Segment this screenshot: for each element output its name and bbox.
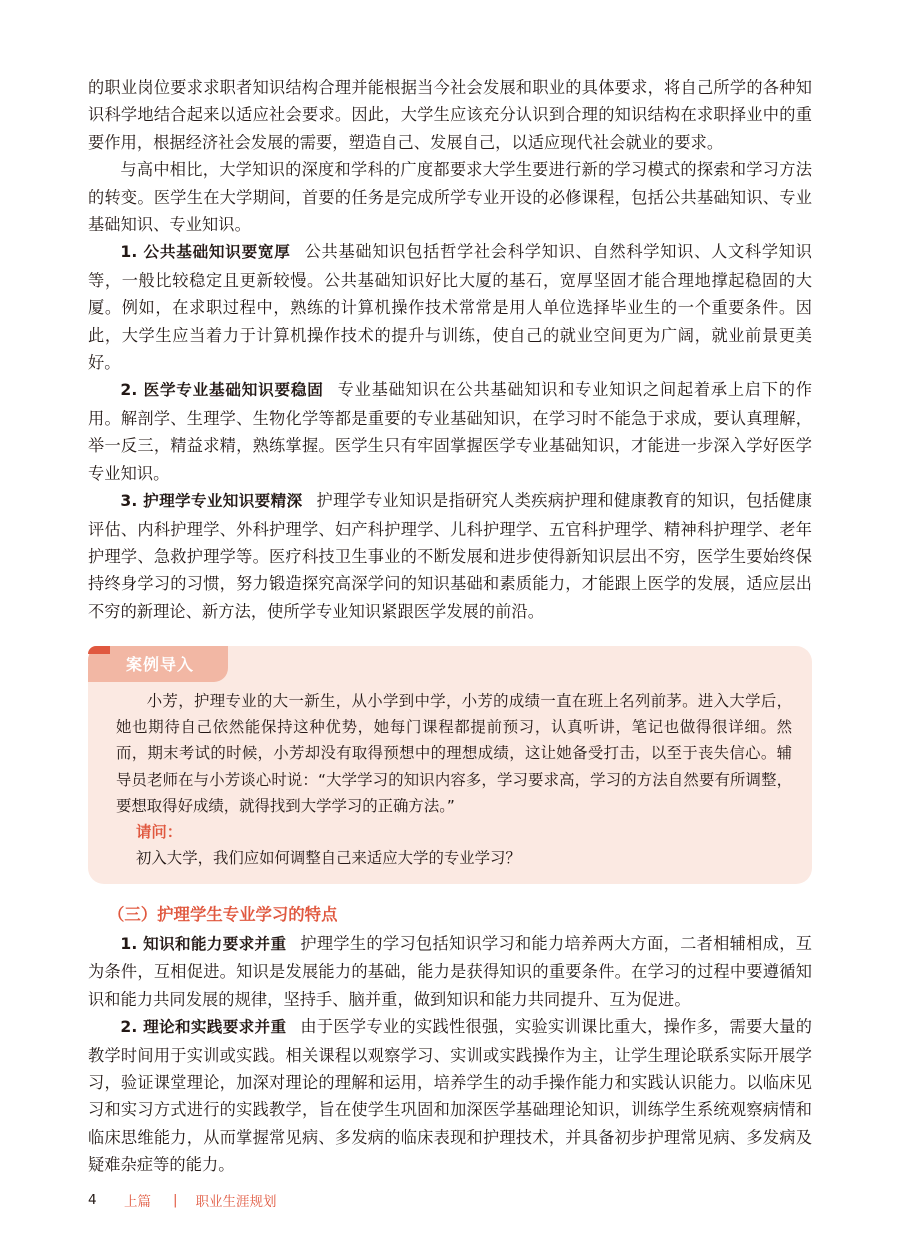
nursing-knowledge-paragraph [88,487,812,625]
public-knowledge-text: 公共基础知识包括哲学社会科学知识、自然科学知识、人文科学知识等，一般比较稳定且更新较慢。公共基础知识好比大厦的基石，宽厚坚固才能合理地撑起稳固的大厦。例如，在求职过程中，熟练的计算机操作技术常常是用人单位选择毕业生的一个重要条件。因此，大学生应当着力于计算机操作技术的提升与训练，使自己的就业空间更为广阔，就业前景更美好。 [88,242,812,373]
top-text-block [88,74,812,625]
medical-basic-heading: 2. 医学专业基础知识要稳固 [120,381,324,400]
case-tab-accent [88,646,110,654]
case-text [116,688,792,871]
case-question: 初入大学，我们应如何调整自己来适应大学的专业学习？ [136,849,521,868]
public-knowledge-paragraph [88,238,812,376]
theory-practice-text: 由于医学专业的实践性很强，实验实训课比重大，操作多，需要大量的教学时间用于实训或实践。相关课程以观察学习、实训或实践操作为主，让学生理论联系实际开展学习，验证课堂理论，加深对理论的理解和运用，培养学生的动手操作能力和实践认识能力。以临床见习和实习方式进行的实践教学，旨在使学生巩固和加深医学基础理论知识，训练学生系统观察病情和临床思维能力，从而掌握常见病、多发病的临床表现和护理技术，并具备初步护理常见病、多发病及疑难杂症等的能力。 [88,1017,812,1175]
theory-practice-heading: 2. 理论和实践要求并重 [120,1018,287,1037]
knowledge-ability-paragraph [88,930,812,1013]
section3-text-block [88,930,812,1179]
intro-paragraph: 与高中相比，大学知识的深度和学科的广度都要求大学生要进行新的学习模式的探索和学习方法的转变。医学生在大学期间，首要的任务是完成所学专业开设的必修课程，包括公共基础知识、专业基础知识、专业知识。 [88,160,812,235]
theory-practice-paragraph [88,1013,812,1178]
public-knowledge-heading: 1. 公共基础知识要宽厚 [120,243,291,262]
knowledge-ability-heading: 1. 知识和能力要求并重 [120,935,287,953]
case-ask-label: 请问： [136,823,183,842]
medical-basic-text: 专业基础知识在公共基础知识和专业知识之间起着承上启下的作用。解剖学、生理学、生物化学等都是重要的专业基础知识，在学习时不能急于求成，要认真理解，举一反三，精益求精，熟练掌握。医学生只有牢固掌握医学专业基础知识，才能进一步深入学好医学专业知识。 [88,380,812,483]
nursing-knowledge-text: 护理学专业知识是指研究人类疾病护理和健康教育的知识，包括健康评估、内科护理学、外科护理学、妇产科护理学、儿科护理学、五官科护理学、精神科护理学、老年护理学、急救护理学等。医疗科技卫生事业的不断发展和进步使得新知识层出不穷，医学生要始终保持终身学习的习惯，努力锻造探究高深学问的知识基础和素质能力，才能跟上医学的发展，适应层出不穷的新理论、新方法，使所学专业知识紧跟医学发展的前沿。 [88,491,812,621]
footer-separator: | [173,1192,178,1208]
case-title: 案例导入 [126,655,195,674]
page-number: 4 [88,1192,97,1208]
page-footer [88,1188,277,1212]
footer-part: 上篇 [124,1194,151,1210]
nursing-knowledge-heading: 3. 护理学专业知识要精深 [120,492,303,511]
footer-chapter: 职业生涯规划 [195,1194,277,1210]
case-story: 小芳，护理专业的大一新生，从小学到中学，小芳的成绩一直在班上名列前茅。进入大学后，她也期待自己依然能保持这种优势，她每门课程都提前预习，认真听讲，笔记也做得很详细。然而，期末考试的时候，小芳却没有取得预想中的理想成绩，这让她备受打击，以至于丧失信心。辅导员老师在与小芳谈心时说：“大学学习的知识内容多，学习要求高，学习的方法自然要有所调整，要想取得好成绩，就得找到大学学习的正确方法。” [116,692,792,815]
medical-basic-paragraph [88,376,812,487]
knowledge-ability-text: 护理学生的学习包括知识学习和能力培养两大方面，二者相辅相成，互为条件，互相促进。知识是发展能力的基础，能力是获得知识的重要条件。在学习的过程中要遵循知识和能力共同发展的规律，坚持手、脑并重，做到知识和能力共同提升、互为促进。 [88,934,812,1009]
continued-paragraph: 的职业岗位要求求职者知识结构合理并能根据当今社会发展和职业的具体要求，将自己所学的各种知识科学地结合起来以适应社会要求。因此，大学生应该充分认识到合理的知识结构在求职择业中的重要作用，根据经济社会发展的需要，塑造自己、发展自己，以适应现代社会就业的要求。 [88,78,812,152]
section-heading: （三）护理学生专业学习的特点 [108,905,338,924]
